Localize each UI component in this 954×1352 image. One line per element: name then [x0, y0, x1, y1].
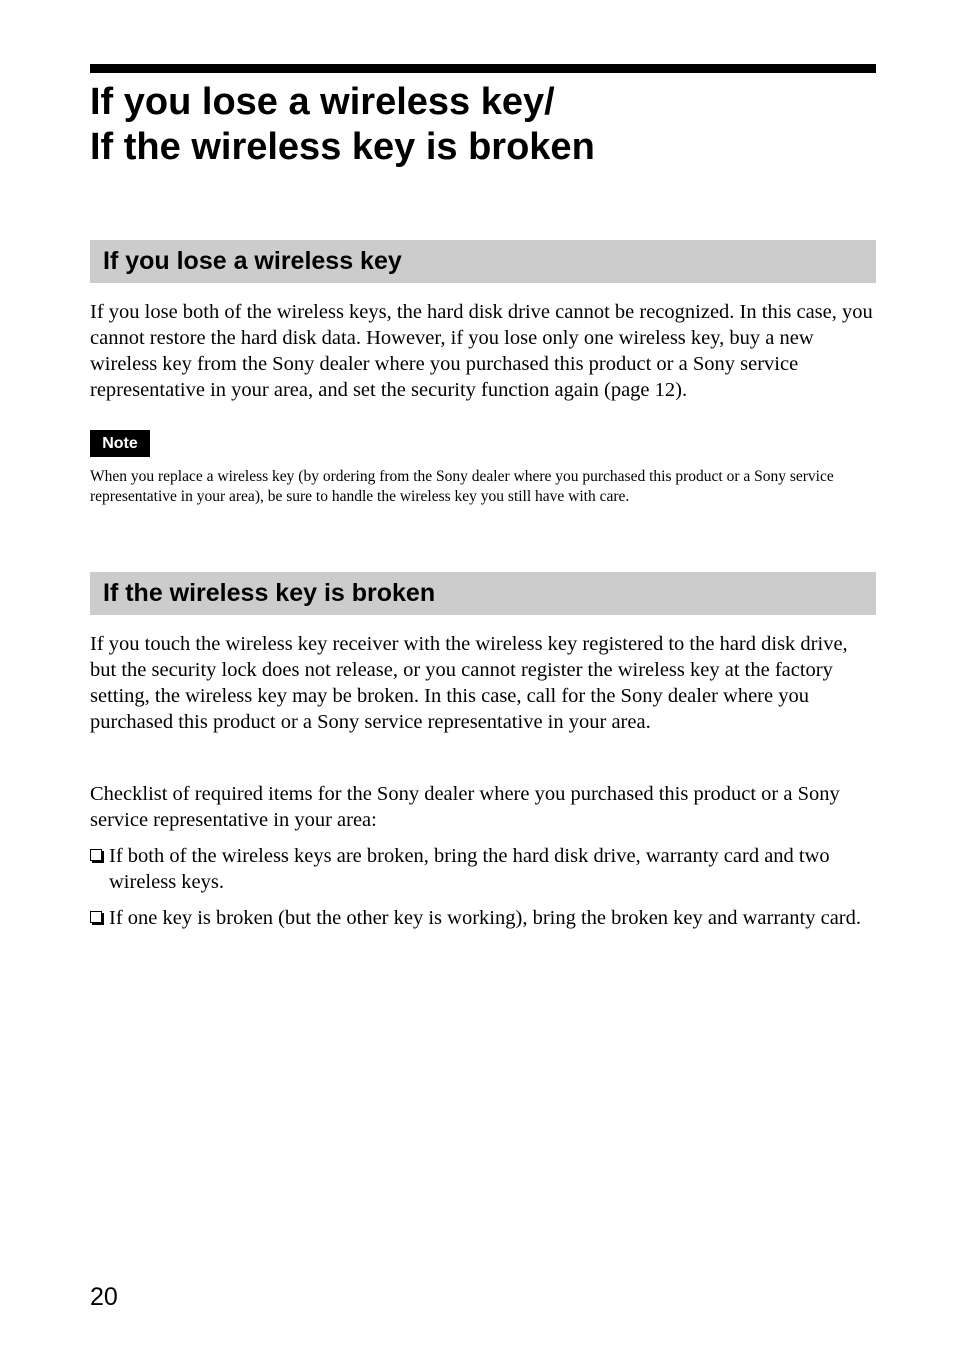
section-heading-lose-key: If you lose a wireless key	[90, 240, 876, 283]
lose-key-paragraph: If you lose both of the wireless keys, the hard disk drive cannot be recognized. In this case, you cannot restore the hard disk data. However, if you lose only one wireless key, buy a new wireless key from the Sony dealer where you purchased this product or a Sony service representative in your area, and set the security function again (page 12).	[90, 301, 873, 401]
checklist-item	[90, 905, 876, 931]
note-text: When you replace a wireless key (by ordering from the Sony dealer where you purchased this product or a Sony service representative in your area), be sure to handle the wireless key you still have with care.	[90, 468, 834, 505]
title-rule	[90, 64, 876, 73]
note-label: Note	[90, 430, 150, 457]
section-heading-broken-key: If the wireless key is broken	[90, 572, 876, 615]
checkbox-icon	[90, 911, 102, 923]
checklist	[90, 843, 876, 941]
checklist-item	[90, 843, 876, 895]
checklist-item-text: If both of the wireless keys are broken, bring the hard disk drive, warranty card and two wireless keys.	[109, 845, 830, 893]
broken-key-paragraph: If you touch the wireless key receiver with the wireless key registered to the hard disk drive, but the security lock does not release, or you cannot register the wireless key at the factory setting, the wireless key may be broken. In this case, call for the Sony dealer where you purchased this product or a Sony service representative in your area.	[90, 633, 848, 733]
checkbox-icon	[90, 849, 102, 861]
checklist-item-text: If one key is broken (but the other key is working), bring the broken key and warranty card.	[109, 907, 862, 929]
page-title	[90, 80, 595, 170]
page-number: 20	[90, 1283, 118, 1311]
checklist-intro: Checklist of required items for the Sony dealer where you purchased this product or a Sony service representative in your area:	[90, 783, 840, 831]
page-title-line-1: If you lose a wireless key/	[90, 81, 555, 123]
page-title-line-2: If the wireless key is broken	[90, 126, 595, 168]
